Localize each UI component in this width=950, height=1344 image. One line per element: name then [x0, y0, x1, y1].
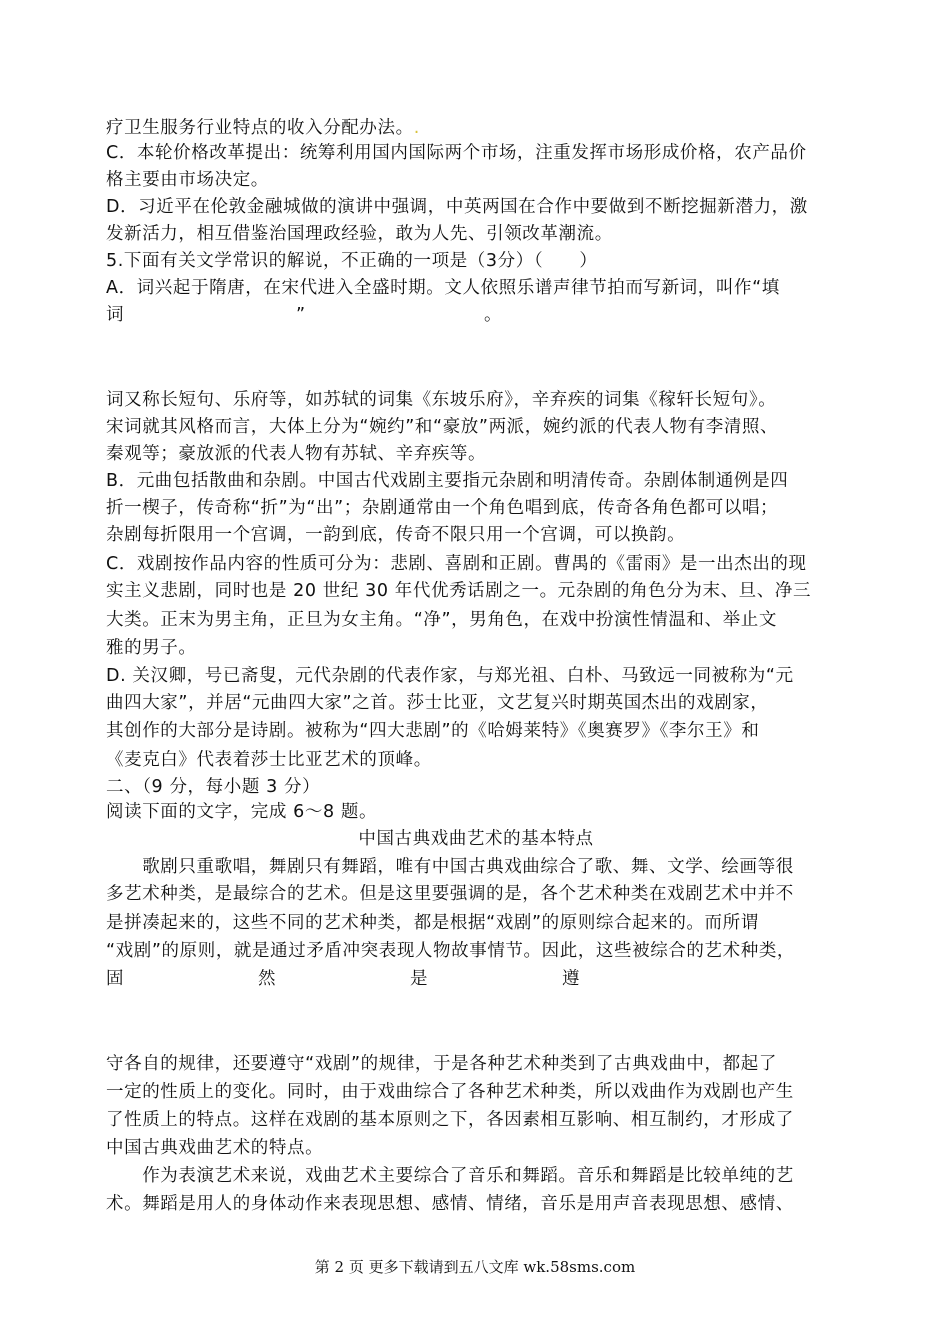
- text-span: ”: [296, 305, 306, 325]
- text-line: 大类。正末为男主角，正旦为女主角。“净”，男角色，在戏中扮演性情温和、举止文: [106, 610, 777, 630]
- text-line: 曲四大家”，并居“元曲四大家”之首。莎士比亚，文艺复兴时期英国杰出的戏剧家，: [106, 693, 769, 713]
- question-heading: 5.下面有关文学常识的解说，不正确的一项是（3分）（ ）: [106, 251, 598, 271]
- text-line: 多艺术种类，是最综合的艺术。但是这里要强调的是，各个艺术种类在戏剧艺术中并不: [106, 884, 794, 904]
- text-line: “戏剧”的原则，就是通过矛盾冲突表现人物故事情节。因此，这些被综合的艺术种类，: [106, 941, 796, 961]
- text-line: 歌剧只重歌唱，舞剧只有舞蹈，唯有中国古典戏曲综合了歌、舞、文学、绘画等很: [106, 857, 794, 877]
- text-span: 固: [106, 969, 125, 989]
- text-span: 疗卫生服务行业特点的收入分配办法。: [106, 118, 414, 138]
- text-line: 是拼凑起来的，这些不同的艺术种类，都是根据“戏剧”的原则综合起来的。而所谓: [106, 913, 759, 933]
- text-line: 词又称长短句、乐府等，如苏轼的词集《东坡乐府》，辛弃疾的词集《稼轩长短句》。: [106, 390, 777, 410]
- text-line: D. 关汉卿，号已斋叟，元代杂剧的代表作家，与郑光祖、白朴、马致远一同被称为“元: [106, 666, 794, 686]
- article-title: 中国古典戏曲艺术的基本特点: [358, 829, 594, 849]
- section-heading: 二、（9 分，每小题 3 分）: [106, 777, 321, 797]
- text-line: 一定的性质上的变化。同时，由于戏曲综合了各种艺术种类，所以戏曲作为戏剧也产生: [106, 1082, 794, 1102]
- text-line: 雅的男子。: [106, 638, 197, 658]
- text-span: 遵: [562, 969, 581, 989]
- marker-dot: .: [413, 118, 420, 138]
- text-line: [106, 117, 846, 139]
- text-line: 实主义悲剧，同时也是 20 世纪 30 年代优秀话剧之一。元杂剧的角色分为末、旦、净三: [106, 581, 812, 601]
- text-line: C．戏剧按作品内容的性质可分为：悲剧、喜剧和正剧。曹禺的《雷雨》是一出杰出的现: [106, 554, 807, 574]
- text-line: 阅读下面的文字，完成 6～8 题。: [106, 802, 378, 822]
- text-line: 其创作的大部分是诗剧。被称为“四大悲剧”的《哈姆莱特》《奥赛罗》《李尔王》和: [106, 721, 760, 741]
- text-line: 守各自的规律，还要遵守“戏剧”的规律，于是各种艺术种类到了古典戏曲中，都起了: [106, 1054, 777, 1074]
- text-line: A．词兴起于隋唐，在宋代进入全盛时期。文人依照乐谱声律节拍而写新词，叫作“填: [106, 278, 780, 298]
- text-line: 作为表演艺术来说，戏曲艺术主要综合了音乐和舞蹈。音乐和舞蹈是比较单纯的艺: [106, 1166, 794, 1186]
- text-span: 。: [484, 305, 503, 325]
- text-line: 折一楔子，传奇称“折”为“出”；杂剧通常由一个角色唱到底，传奇各角色都可以唱；: [106, 498, 779, 518]
- text-line: 术。舞蹈是用人的身体动作来表现思想、感情、情绪，音乐是用声音表现思想、感情、: [106, 1194, 794, 1214]
- text-line: 秦观等；豪放派的代表人物有苏轼、辛弃疾等。: [106, 444, 487, 464]
- text-span: 是: [410, 969, 429, 989]
- text-line: D．习近平在伦敦金融城做的演讲中强调，中英两国在合作中要做到不断挖掘新潜力，激: [106, 197, 808, 217]
- text-line: B．元曲包括散曲和杂剧。中国古代戏剧主要指元杂剧和明清传奇。杂剧体制通例是四: [106, 471, 789, 491]
- page-footer: 第 2 页 更多下载请到五八文库 wk.58sms.com: [314, 1258, 636, 1276]
- text-line: 《麦克白》代表着莎士比亚艺术的顶峰。: [106, 750, 432, 770]
- text-line: 宋词就其风格而言，大体上分为“婉约”和“豪放”两派，婉约派的代表人物有李清照、: [106, 417, 779, 437]
- text-line: 杂剧每折限用一个宫调，一韵到底，传奇不限只用一个宫调，可以换韵。: [106, 525, 686, 545]
- text-line: 了性质上的特点。这样在戏剧的基本原则之下，各因素相互影响、相互制约，才形成了: [106, 1110, 794, 1130]
- text-line: C．本轮价格改革提出：统筹利用国内国际两个市场，注重发挥市场形成价格，农产品价: [106, 143, 807, 163]
- text-span: 词: [106, 305, 125, 325]
- text-line: 格主要由市场决定。: [106, 170, 269, 190]
- text-line: 中国古典戏曲艺术的特点。: [106, 1138, 324, 1158]
- text-span: 然: [258, 969, 277, 989]
- text-line: 发新活力，相互借鉴治国理政经验，敢为人先、引领改革潮流。: [106, 224, 613, 244]
